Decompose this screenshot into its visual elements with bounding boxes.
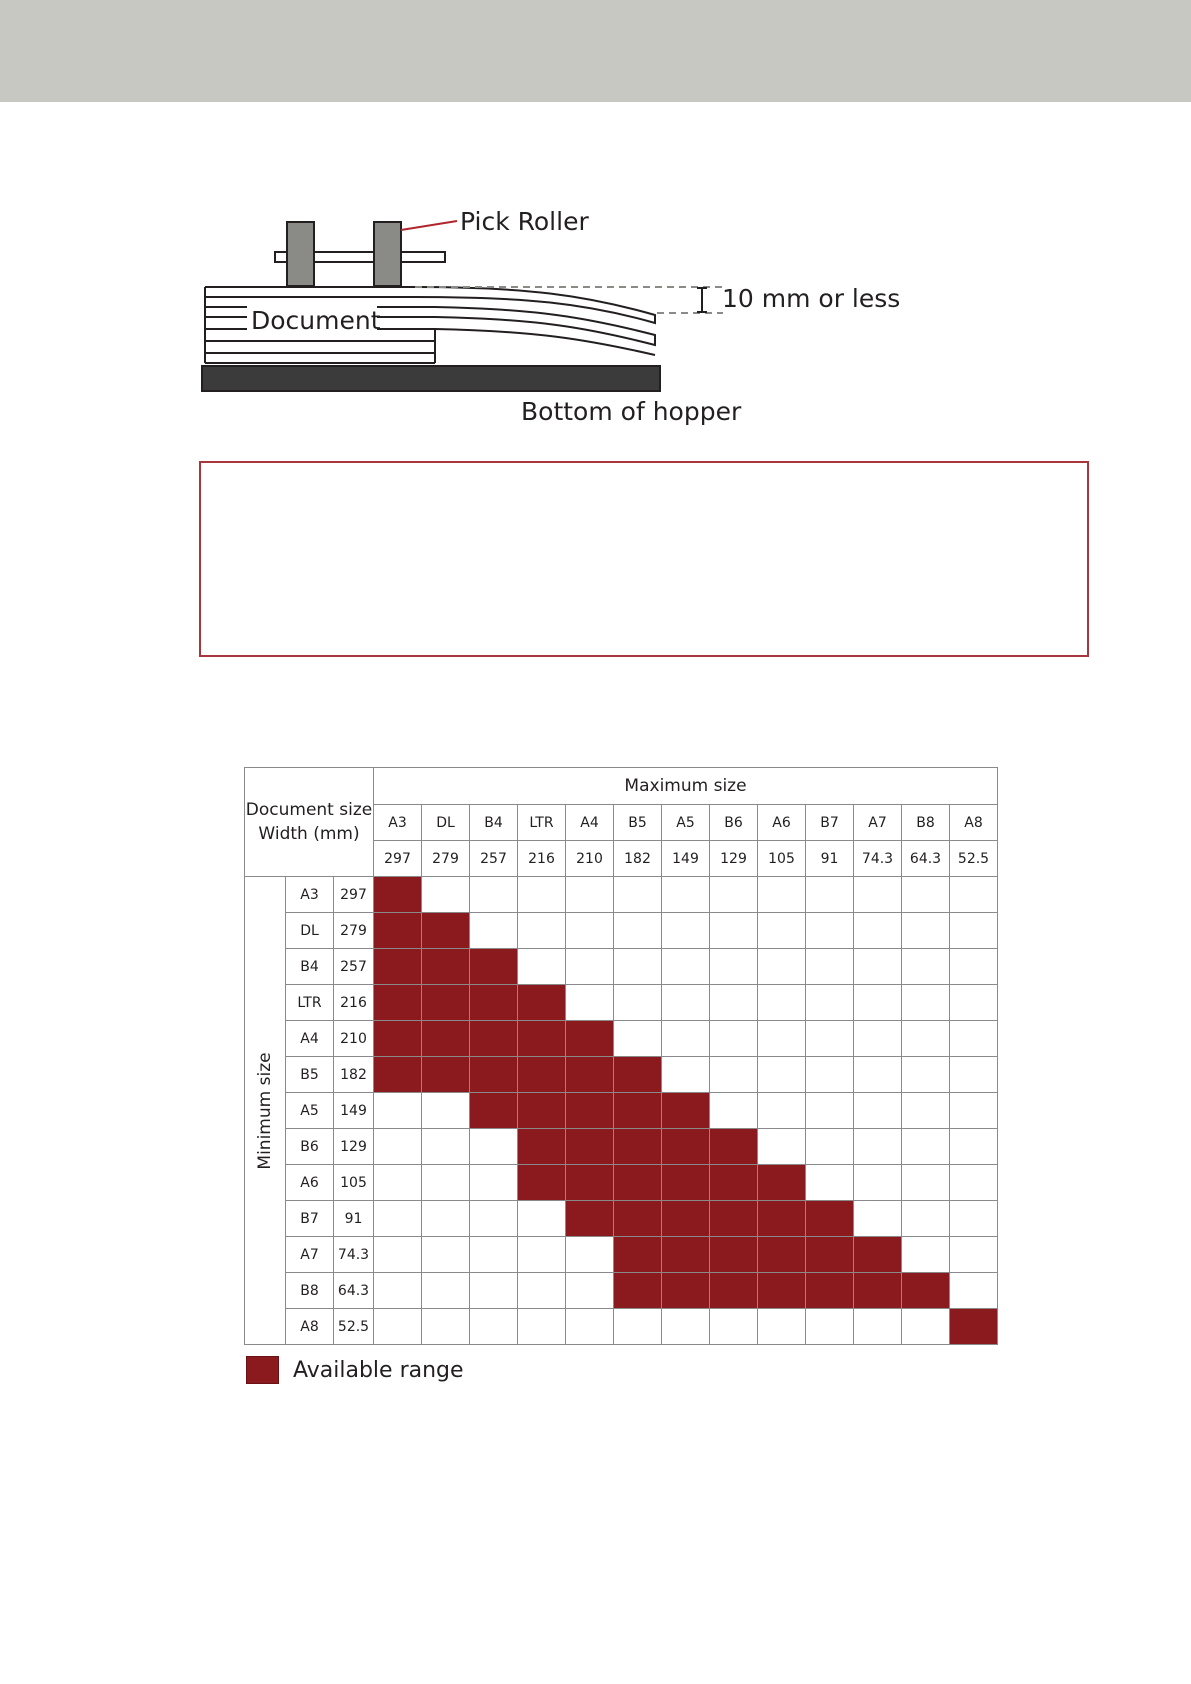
corner-header — [245, 768, 374, 877]
table-row — [245, 1273, 998, 1309]
max-size-width: 64.3 — [902, 841, 950, 877]
min-size-name: B8 — [286, 1273, 334, 1309]
available-cell — [374, 1057, 422, 1093]
max-size-name: B7 — [806, 805, 854, 841]
max-size-width: 279 — [422, 841, 470, 877]
available-cell — [950, 1309, 998, 1345]
unavailable-cell — [950, 1237, 998, 1273]
min-size-width: 279 — [334, 913, 374, 949]
available-cell — [374, 877, 422, 913]
available-cell — [614, 1201, 662, 1237]
table-row — [245, 949, 998, 985]
available-cell — [806, 1273, 854, 1309]
available-cell — [374, 913, 422, 949]
unavailable-cell — [470, 913, 518, 949]
minimum-size-label: Minimum size — [255, 1051, 275, 1170]
min-size-name: DL — [286, 913, 334, 949]
unavailable-cell — [470, 1309, 518, 1345]
unavailable-cell — [566, 949, 614, 985]
unavailable-cell — [662, 1021, 710, 1057]
available-cell — [374, 949, 422, 985]
minimum-size-header — [245, 877, 286, 1345]
max-size-name: B6 — [710, 805, 758, 841]
unavailable-cell — [518, 1237, 566, 1273]
available-cell — [806, 1237, 854, 1273]
min-size-width: 257 — [334, 949, 374, 985]
min-size-width: 297 — [334, 877, 374, 913]
available-cell — [662, 1273, 710, 1309]
unavailable-cell — [614, 877, 662, 913]
table-row — [245, 877, 998, 913]
min-size-name: A8 — [286, 1309, 334, 1345]
available-cell — [374, 1021, 422, 1057]
max-size-name: B8 — [902, 805, 950, 841]
unavailable-cell — [710, 1093, 758, 1129]
available-cell — [422, 949, 470, 985]
unavailable-cell — [854, 1201, 902, 1237]
unavailable-cell — [902, 913, 950, 949]
max-size-width: 74.3 — [854, 841, 902, 877]
pick-roller-icon — [275, 222, 445, 286]
table-row — [245, 913, 998, 949]
unavailable-cell — [566, 1273, 614, 1309]
available-cell — [662, 1165, 710, 1201]
maximum-size-header: Maximum size — [374, 768, 998, 805]
table-row — [245, 1201, 998, 1237]
unavailable-cell — [566, 1309, 614, 1345]
unavailable-cell — [854, 1165, 902, 1201]
unavailable-cell — [422, 1309, 470, 1345]
available-cell — [518, 1165, 566, 1201]
unavailable-cell — [614, 949, 662, 985]
unavailable-cell — [902, 877, 950, 913]
unavailable-cell — [950, 1129, 998, 1165]
unavailable-cell — [950, 1273, 998, 1309]
legend-label: Available range — [293, 1357, 464, 1383]
unavailable-cell — [374, 1129, 422, 1165]
unavailable-cell — [662, 985, 710, 1021]
table-row — [245, 1309, 998, 1345]
unavailable-cell — [758, 1057, 806, 1093]
min-size-name: B7 — [286, 1201, 334, 1237]
available-cell — [470, 1093, 518, 1129]
unavailable-cell — [854, 877, 902, 913]
unavailable-cell — [662, 1309, 710, 1345]
unavailable-cell — [374, 1309, 422, 1345]
max-size-name: A5 — [662, 805, 710, 841]
corner-header-line: Width (mm) — [258, 824, 360, 844]
unavailable-cell — [470, 1273, 518, 1309]
unavailable-cell — [710, 949, 758, 985]
available-cell — [614, 1237, 662, 1273]
available-cell — [806, 1201, 854, 1237]
min-size-name: A5 — [286, 1093, 334, 1129]
unavailable-cell — [854, 1093, 902, 1129]
unavailable-cell — [950, 1057, 998, 1093]
unavailable-cell — [566, 1237, 614, 1273]
unavailable-cell — [662, 949, 710, 985]
available-cell — [710, 1201, 758, 1237]
unavailable-cell — [806, 913, 854, 949]
unavailable-cell — [518, 913, 566, 949]
available-cell — [566, 1057, 614, 1093]
max-size-width: 216 — [518, 841, 566, 877]
unavailable-cell — [422, 1201, 470, 1237]
unavailable-cell — [422, 1129, 470, 1165]
unavailable-cell — [614, 985, 662, 1021]
unavailable-cell — [566, 877, 614, 913]
unavailable-cell — [758, 1093, 806, 1129]
header-bar — [0, 0, 1191, 102]
available-cell — [758, 1237, 806, 1273]
min-size-width: 64.3 — [334, 1273, 374, 1309]
gap-label: 10 mm or less — [722, 284, 901, 313]
hopper-bottom-icon — [202, 366, 660, 391]
available-cell — [758, 1201, 806, 1237]
available-cell — [566, 1129, 614, 1165]
available-cell — [758, 1273, 806, 1309]
unavailable-cell — [758, 913, 806, 949]
unavailable-cell — [806, 1129, 854, 1165]
unavailable-cell — [518, 877, 566, 913]
unavailable-cell — [662, 1057, 710, 1093]
unavailable-cell — [422, 1273, 470, 1309]
unavailable-cell — [470, 1237, 518, 1273]
table-row — [245, 1021, 998, 1057]
max-size-width: 210 — [566, 841, 614, 877]
table-row — [245, 1093, 998, 1129]
available-cell — [614, 1165, 662, 1201]
min-size-name: A7 — [286, 1237, 334, 1273]
table-row — [245, 1129, 998, 1165]
available-cell — [566, 1165, 614, 1201]
size-compatibility-table — [244, 767, 998, 1345]
unavailable-cell — [902, 985, 950, 1021]
max-size-name: B4 — [470, 805, 518, 841]
legend-swatch — [246, 1356, 279, 1384]
available-cell — [662, 1237, 710, 1273]
unavailable-cell — [470, 877, 518, 913]
available-cell — [518, 1021, 566, 1057]
unavailable-cell — [806, 1165, 854, 1201]
available-cell — [710, 1237, 758, 1273]
unavailable-cell — [470, 1129, 518, 1165]
unavailable-cell — [422, 1093, 470, 1129]
unavailable-cell — [758, 949, 806, 985]
unavailable-cell — [854, 1021, 902, 1057]
unavailable-cell — [854, 1129, 902, 1165]
max-size-name: A3 — [374, 805, 422, 841]
unavailable-cell — [902, 1309, 950, 1345]
max-size-width: 149 — [662, 841, 710, 877]
max-size-name: DL — [422, 805, 470, 841]
max-size-name: A8 — [950, 805, 998, 841]
max-size-name: LTR — [518, 805, 566, 841]
unavailable-cell — [662, 877, 710, 913]
legend — [246, 1356, 464, 1384]
unavailable-cell — [518, 1309, 566, 1345]
unavailable-cell — [854, 985, 902, 1021]
available-cell — [518, 985, 566, 1021]
pick-roller-label: Pick Roller — [460, 207, 589, 236]
unavailable-cell — [422, 1237, 470, 1273]
unavailable-cell — [950, 1201, 998, 1237]
unavailable-cell — [950, 1165, 998, 1201]
max-size-name: B5 — [614, 805, 662, 841]
available-cell — [518, 1057, 566, 1093]
available-cell — [710, 1273, 758, 1309]
unavailable-cell — [422, 877, 470, 913]
min-size-name: B4 — [286, 949, 334, 985]
min-size-name: A3 — [286, 877, 334, 913]
max-size-width: 52.5 — [950, 841, 998, 877]
unavailable-cell — [758, 877, 806, 913]
max-size-width: 297 — [374, 841, 422, 877]
unavailable-cell — [902, 949, 950, 985]
available-cell — [470, 1057, 518, 1093]
unavailable-cell — [710, 877, 758, 913]
min-size-name: A4 — [286, 1021, 334, 1057]
min-size-width: 105 — [334, 1165, 374, 1201]
available-cell — [614, 1129, 662, 1165]
available-cell — [470, 985, 518, 1021]
unavailable-cell — [518, 949, 566, 985]
max-size-width: 91 — [806, 841, 854, 877]
min-size-name: A6 — [286, 1165, 334, 1201]
available-cell — [902, 1273, 950, 1309]
max-size-name: A4 — [566, 805, 614, 841]
available-cell — [422, 913, 470, 949]
unavailable-cell — [902, 1237, 950, 1273]
unavailable-cell — [470, 1201, 518, 1237]
max-size-width: 129 — [710, 841, 758, 877]
min-size-name: LTR — [286, 985, 334, 1021]
unavailable-cell — [710, 1057, 758, 1093]
available-cell — [422, 1021, 470, 1057]
unavailable-cell — [902, 1021, 950, 1057]
unavailable-cell — [374, 1093, 422, 1129]
min-size-width: 52.5 — [334, 1309, 374, 1345]
unavailable-cell — [518, 1273, 566, 1309]
bottom-label: Bottom of hopper — [521, 397, 742, 426]
unavailable-cell — [950, 949, 998, 985]
unavailable-cell — [566, 913, 614, 949]
table-row — [245, 985, 998, 1021]
available-cell — [566, 1201, 614, 1237]
available-cell — [854, 1237, 902, 1273]
available-cell — [758, 1165, 806, 1201]
available-cell — [662, 1129, 710, 1165]
available-cell — [566, 1021, 614, 1057]
unavailable-cell — [902, 1129, 950, 1165]
unavailable-cell — [806, 949, 854, 985]
min-size-width: 182 — [334, 1057, 374, 1093]
available-cell — [374, 985, 422, 1021]
available-cell — [470, 949, 518, 985]
available-cell — [566, 1093, 614, 1129]
unavailable-cell — [806, 877, 854, 913]
unavailable-cell — [422, 1165, 470, 1201]
unavailable-cell — [758, 985, 806, 1021]
unavailable-cell — [374, 1273, 422, 1309]
unavailable-cell — [806, 1093, 854, 1129]
unavailable-cell — [950, 1093, 998, 1129]
unavailable-cell — [854, 1057, 902, 1093]
max-size-width: 257 — [470, 841, 518, 877]
available-cell — [422, 1057, 470, 1093]
unavailable-cell — [806, 985, 854, 1021]
unavailable-cell — [758, 1021, 806, 1057]
unavailable-cell — [902, 1165, 950, 1201]
unavailable-cell — [854, 913, 902, 949]
max-size-width: 105 — [758, 841, 806, 877]
unavailable-cell — [710, 1309, 758, 1345]
table-row — [245, 1057, 998, 1093]
available-cell — [422, 985, 470, 1021]
table-row — [245, 1165, 998, 1201]
unavailable-cell — [902, 1057, 950, 1093]
unavailable-cell — [614, 913, 662, 949]
note-box — [199, 461, 1089, 657]
unavailable-cell — [806, 1021, 854, 1057]
unavailable-cell — [374, 1237, 422, 1273]
unavailable-cell — [566, 985, 614, 1021]
unavailable-cell — [806, 1057, 854, 1093]
unavailable-cell — [854, 1309, 902, 1345]
unavailable-cell — [374, 1165, 422, 1201]
unavailable-cell — [950, 913, 998, 949]
unavailable-cell — [662, 913, 710, 949]
min-size-width: 216 — [334, 985, 374, 1021]
unavailable-cell — [614, 1021, 662, 1057]
unavailable-cell — [806, 1309, 854, 1345]
available-cell — [662, 1201, 710, 1237]
min-size-width: 210 — [334, 1021, 374, 1057]
unavailable-cell — [614, 1309, 662, 1345]
unavailable-cell — [902, 1093, 950, 1129]
unavailable-cell — [950, 877, 998, 913]
unavailable-cell — [710, 985, 758, 1021]
unavailable-cell — [950, 1021, 998, 1057]
min-size-name: B6 — [286, 1129, 334, 1165]
available-cell — [614, 1273, 662, 1309]
unavailable-cell — [758, 1309, 806, 1345]
unavailable-cell — [470, 1165, 518, 1201]
unavailable-cell — [902, 1201, 950, 1237]
available-cell — [518, 1129, 566, 1165]
min-size-width: 91 — [334, 1201, 374, 1237]
unavailable-cell — [374, 1201, 422, 1237]
available-cell — [614, 1093, 662, 1129]
corner-header-line: Document size — [245, 800, 373, 820]
max-size-name: A6 — [758, 805, 806, 841]
available-cell — [662, 1093, 710, 1129]
max-size-name: A7 — [854, 805, 902, 841]
available-cell — [710, 1129, 758, 1165]
unavailable-cell — [518, 1201, 566, 1237]
unavailable-cell — [758, 1129, 806, 1165]
min-size-name: B5 — [286, 1057, 334, 1093]
header-row-group — [245, 768, 998, 805]
unavailable-cell — [710, 1021, 758, 1057]
unavailable-cell — [950, 985, 998, 1021]
gap-bracket-icon — [697, 288, 707, 312]
table-row — [245, 1237, 998, 1273]
max-size-width: 182 — [614, 841, 662, 877]
min-size-width: 129 — [334, 1129, 374, 1165]
hopper-diagram — [195, 195, 915, 435]
available-cell — [710, 1165, 758, 1201]
unavailable-cell — [854, 949, 902, 985]
min-size-width: 149 — [334, 1093, 374, 1129]
min-size-width: 74.3 — [334, 1237, 374, 1273]
document-label: Document — [251, 306, 381, 335]
available-cell — [470, 1021, 518, 1057]
available-cell — [518, 1093, 566, 1129]
unavailable-cell — [710, 913, 758, 949]
available-cell — [854, 1273, 902, 1309]
available-cell — [614, 1057, 662, 1093]
